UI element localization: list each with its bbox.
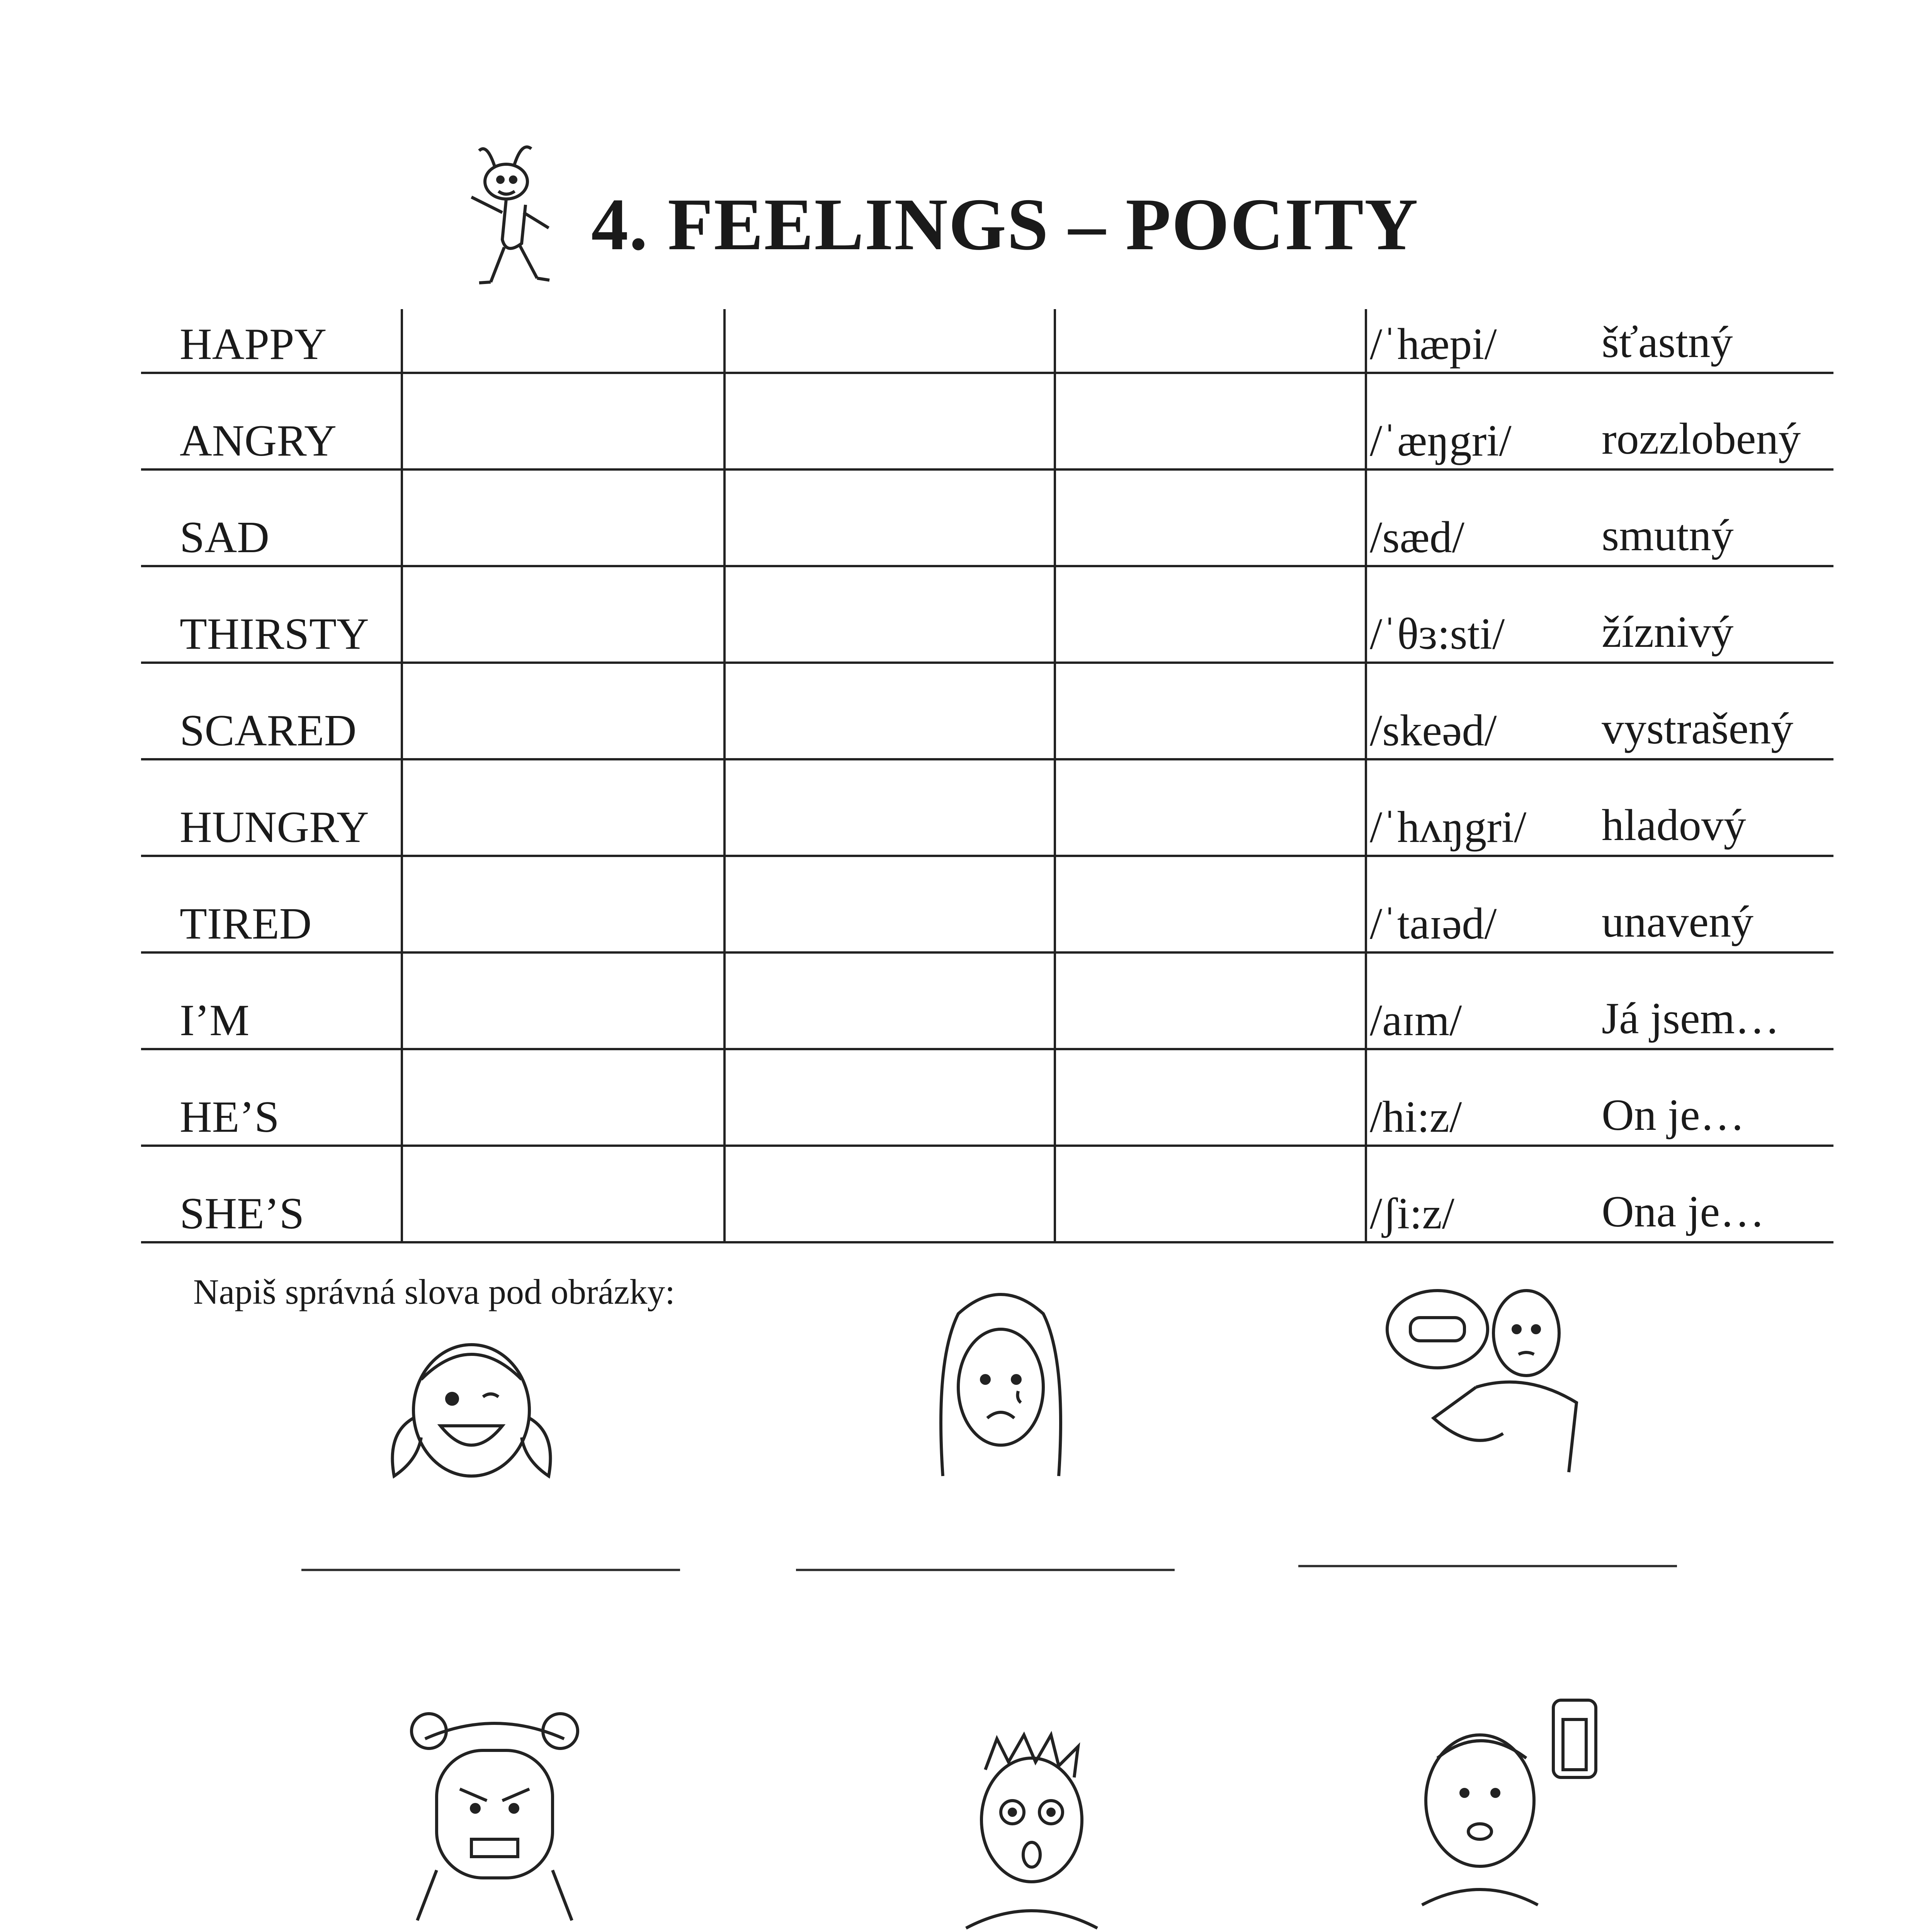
translation-cell: unavený <box>1602 897 1753 947</box>
word-cell: THIRSTY <box>180 609 369 659</box>
translation-cell: smutný <box>1602 511 1734 560</box>
word-cell: HAPPY <box>180 320 327 369</box>
translation-cell: Ona je… <box>1602 1187 1765 1236</box>
happy-girl-illustration <box>371 1321 572 1499</box>
sad-girl-illustration <box>920 1283 1082 1484</box>
phonetic-cell: /ˈθɜ:sti/ <box>1370 609 1505 659</box>
translation-cell: On je… <box>1602 1090 1745 1140</box>
phonetic-cell: /hi:z/ <box>1370 1092 1462 1142</box>
scared-boy-illustration <box>951 1723 1113 1932</box>
word-cell: SHE’S <box>180 1189 304 1238</box>
angry-girl-illustration <box>394 1700 595 1924</box>
phonetic-cell: /ʃi:z/ <box>1370 1189 1455 1238</box>
word-cell: HE’S <box>180 1092 279 1142</box>
vocabulary-table <box>141 309 1833 1244</box>
phonetic-cell: /skeəd/ <box>1370 706 1497 755</box>
word-cell: TIRED <box>180 899 312 949</box>
exercise-instruction: Napiš správná slova pod obrázky: <box>193 1272 675 1311</box>
phonetic-cell: /ˈæŋgri/ <box>1370 416 1512 466</box>
translation-cell: rozzlobený <box>1602 414 1801 464</box>
word-cell: SCARED <box>180 706 357 755</box>
translation-cell: vystrašený <box>1602 704 1794 753</box>
translation-cell: žíznivý <box>1602 607 1734 657</box>
word-cell: HUNGRY <box>180 803 369 852</box>
phonetic-cell: /sæd/ <box>1370 513 1464 562</box>
answer-line[interactable] <box>796 1569 1175 1571</box>
translation-cell: hladový <box>1602 801 1746 850</box>
phonetic-cell: /aɪm/ <box>1370 996 1462 1045</box>
page-title: 4. FEELINGS – POCITY <box>591 183 1419 265</box>
mascot-illustration <box>448 139 564 294</box>
phonetic-cell: /ˈhæpi/ <box>1370 320 1497 369</box>
phonetic-cell: /ˈtaɪəd/ <box>1370 899 1497 949</box>
word-cell: ANGRY <box>180 416 337 466</box>
thirsty-boy-illustration <box>1406 1692 1607 1909</box>
phonetic-cell: /ˈhʌŋgri/ <box>1370 803 1527 852</box>
answer-line[interactable] <box>1298 1565 1677 1567</box>
translation-cell: šťastný <box>1602 318 1733 367</box>
translation-cell: Já jsem… <box>1602 994 1780 1043</box>
word-cell: SAD <box>180 513 270 562</box>
word-cell: I’M <box>180 996 250 1045</box>
table-grid <box>141 309 1833 1244</box>
answer-line[interactable] <box>301 1569 680 1571</box>
hungry-boy-illustration <box>1376 1271 1592 1488</box>
